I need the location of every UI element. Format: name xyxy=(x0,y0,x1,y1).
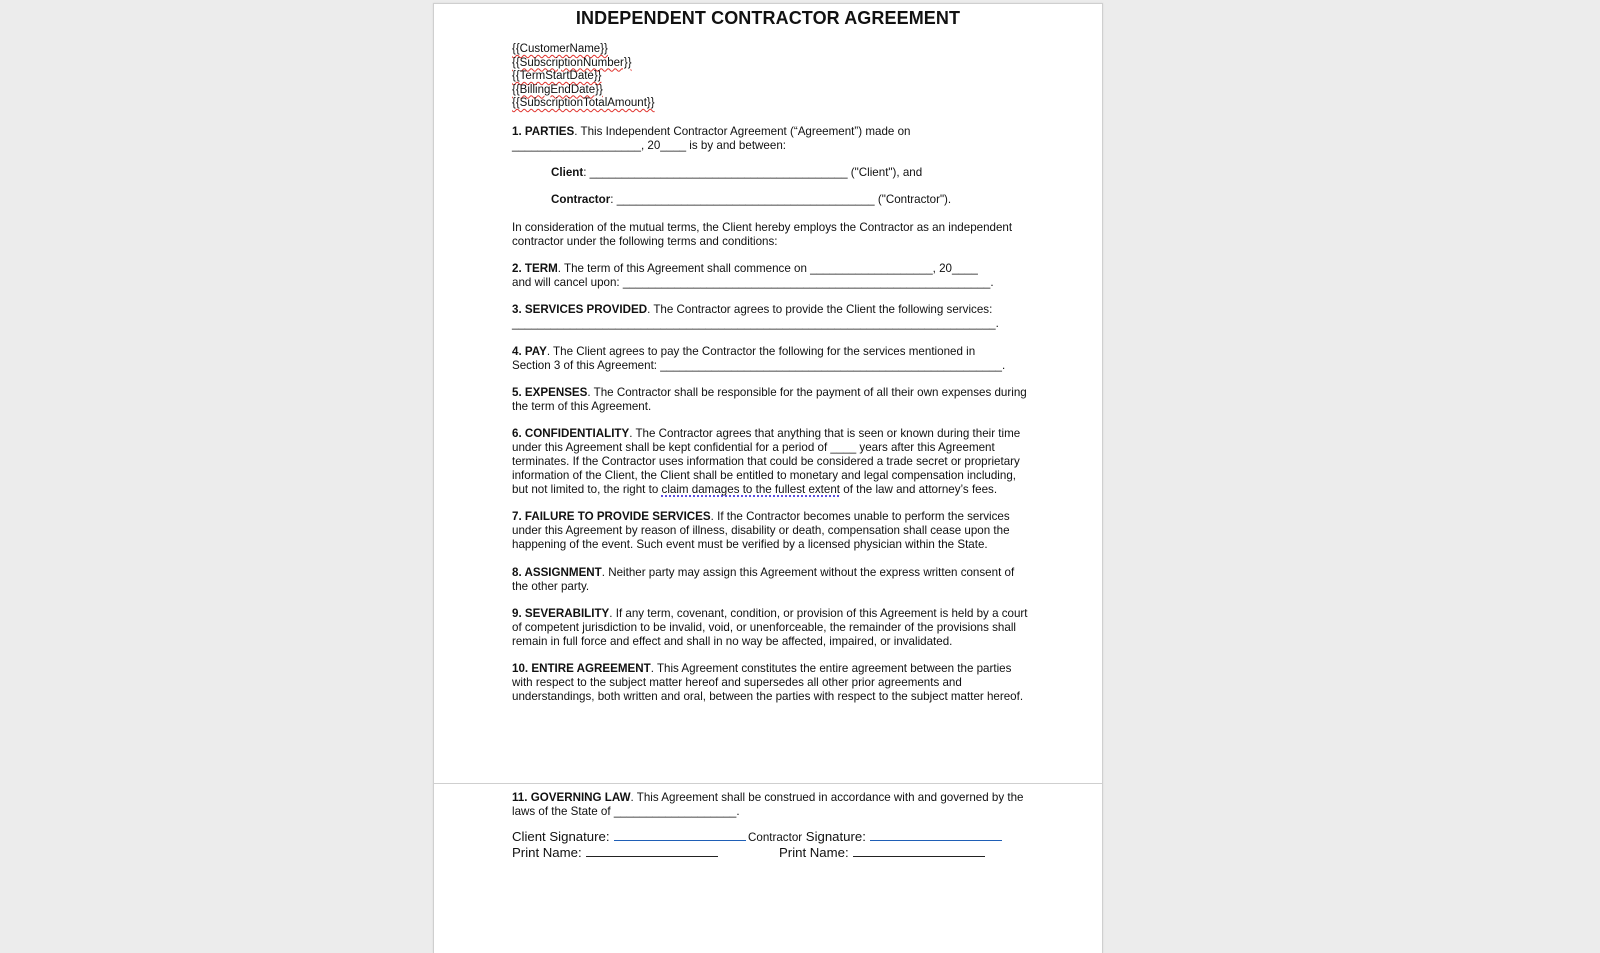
section-text: of the law and attorney’s fees. xyxy=(840,483,998,496)
section-text: . The Contractor agrees that anything that is seen or known during their time under this Agreement shall be kept confidential for a period of ____ years after this Agreement terminates. If the Contractor uses information that could be considered a trade secret or proprietary information of the Client, the Client shall be entitled to monetary and legal compensation including, but not limited to, the right to xyxy=(512,427,1021,496)
section-text: . If the Contractor becomes unable to perform the services under this Agreement by reason of illness, disability or death, compensation shall cease upon the happening of the event. Such event must be verified by a licensed physician within the State. xyxy=(512,510,1010,551)
section-failure-to-provide xyxy=(512,510,1032,552)
section-governing-law xyxy=(512,791,1032,819)
section-text: ___________________________________________________________________________. xyxy=(512,317,999,330)
section-confidentiality xyxy=(512,427,1032,497)
section-entire-agreement xyxy=(512,662,1032,704)
merge-field-customer-name[interactable]: {{CustomerName}} xyxy=(512,43,608,55)
section-assignment xyxy=(512,566,1032,594)
section-heading: 2. TERM xyxy=(512,262,558,275)
section-heading: 8. ASSIGNMENT xyxy=(512,566,602,579)
section-parties xyxy=(512,125,1032,153)
signature-row xyxy=(512,829,1032,845)
contractor-print-name xyxy=(779,845,985,861)
section-text: ____________________, 20____ is by and between: xyxy=(512,139,786,152)
section-pay xyxy=(512,345,1032,373)
merge-field-billing-end-date[interactable]: {{BillingEndDate}} xyxy=(512,83,603,96)
consideration-paragraph: In consideration of the mutual terms, the Client hereby employs the Contractor as an independent contractor under the following terms and conditions: xyxy=(512,221,1013,248)
section-expenses xyxy=(512,386,1032,414)
document-page[interactable] xyxy=(433,3,1103,953)
contractor-signature-line[interactable] xyxy=(870,840,1002,841)
section-heading: 3. SERVICES PROVIDED xyxy=(512,303,648,316)
section-heading: 4. PAY xyxy=(512,345,547,358)
contractor-print-name-label: Print Name: xyxy=(779,845,849,860)
section-severability xyxy=(512,607,1032,649)
merge-field-subscription-total-amount[interactable]: {{SubscriptionTotalAmount}} xyxy=(512,97,655,109)
contractor-signature-label: Signature: xyxy=(802,829,866,844)
section-text: . The Client agrees to pay the Contractor the following for the services mentioned in xyxy=(546,345,976,358)
section-text: . The term of this Agreement shall commence on ___________________, 20____ xyxy=(557,262,978,275)
section-heading: 6. CONFIDENTIALITY xyxy=(512,427,630,440)
page-break xyxy=(434,783,1102,784)
document-body-page-2[interactable] xyxy=(512,791,1032,819)
section-text: . This Agreement shall be construed in accordance with and governed by the laws of the State of ___________________. xyxy=(512,791,1024,818)
print-name-row xyxy=(512,845,1032,861)
section-text: . The Contractor agrees to provide the Client the following services: xyxy=(647,303,993,316)
client-blank: : ________________________________________ ("Client"), and xyxy=(583,166,923,179)
section-heading: 10. ENTIRE AGREEMENT xyxy=(512,662,651,675)
section-heading: 11. GOVERNING LAW xyxy=(512,791,631,804)
section-text: . If any term, covenant, condition, or provision of this Agreement is held by a court of competent jurisdiction to be invalid, void, or unenforceable, the remainder of the provisions shall remain in full force and effect and shall in no way be affected, impaired, or invalidated. xyxy=(512,607,1028,648)
section-services-provided xyxy=(512,303,1032,331)
client-label: Client xyxy=(551,166,584,179)
section-text: Section 3 of this Agreement: _____________________________________________________. xyxy=(512,359,1006,372)
contractor-signature xyxy=(748,829,1002,846)
contractor-print-name-line[interactable] xyxy=(853,856,985,857)
grammar-flagged-phrase[interactable]: claim damages to the fullest extent xyxy=(661,483,841,496)
client-signature xyxy=(512,829,746,845)
client-print-name-label: Print Name: xyxy=(512,845,582,860)
client-signature-label: Client Signature: xyxy=(512,829,610,844)
section-term xyxy=(512,262,1032,290)
merge-field-subscription-number[interactable]: {{SubscriptionNumber}} xyxy=(512,56,632,69)
section-text: and will cancel upon: _________________________________________________________. xyxy=(512,276,994,289)
merge-field-term-start-date[interactable]: {{TermStartDate}} xyxy=(512,70,602,82)
contractor-line xyxy=(512,193,1032,207)
client-print-name xyxy=(512,845,718,861)
merge-fields-block xyxy=(512,43,655,111)
section-text: . The Contractor shall be responsible for the payment of all their own expenses during the term of this Agreement. xyxy=(512,386,1027,413)
client-print-name-line[interactable] xyxy=(586,856,718,857)
section-text: . Neither party may assign this Agreement without the express written consent of the other party. xyxy=(512,566,1015,593)
signature-block xyxy=(512,829,1032,861)
document-body[interactable] xyxy=(512,125,1032,704)
client-signature-line[interactable] xyxy=(614,840,746,841)
contractor-blank: : ________________________________________ ("Contractor"). xyxy=(610,193,952,206)
section-heading: 7. FAILURE TO PROVIDE SERVICES xyxy=(512,510,711,523)
section-text: . This Agreement constitutes the entire agreement between the parties with respect to the subject matter hereof and supersedes all other prior agreements and understandings, both written and oral, between the parties with respect to the subject matter hereof. xyxy=(512,662,1024,703)
section-heading: 5. EXPENSES xyxy=(512,386,588,399)
document-title: INDEPENDENT CONTRACTOR AGREEMENT xyxy=(575,8,961,28)
client-line xyxy=(512,166,1032,180)
contractor-signature-prefix: Contractor xyxy=(748,831,803,844)
section-heading: 9. SEVERABILITY xyxy=(512,607,610,620)
contractor-label: Contractor xyxy=(551,193,611,206)
section-heading: 1. PARTIES xyxy=(512,125,575,138)
section-text: . This Independent Contractor Agreement (“Agreement”) made on xyxy=(574,125,911,138)
